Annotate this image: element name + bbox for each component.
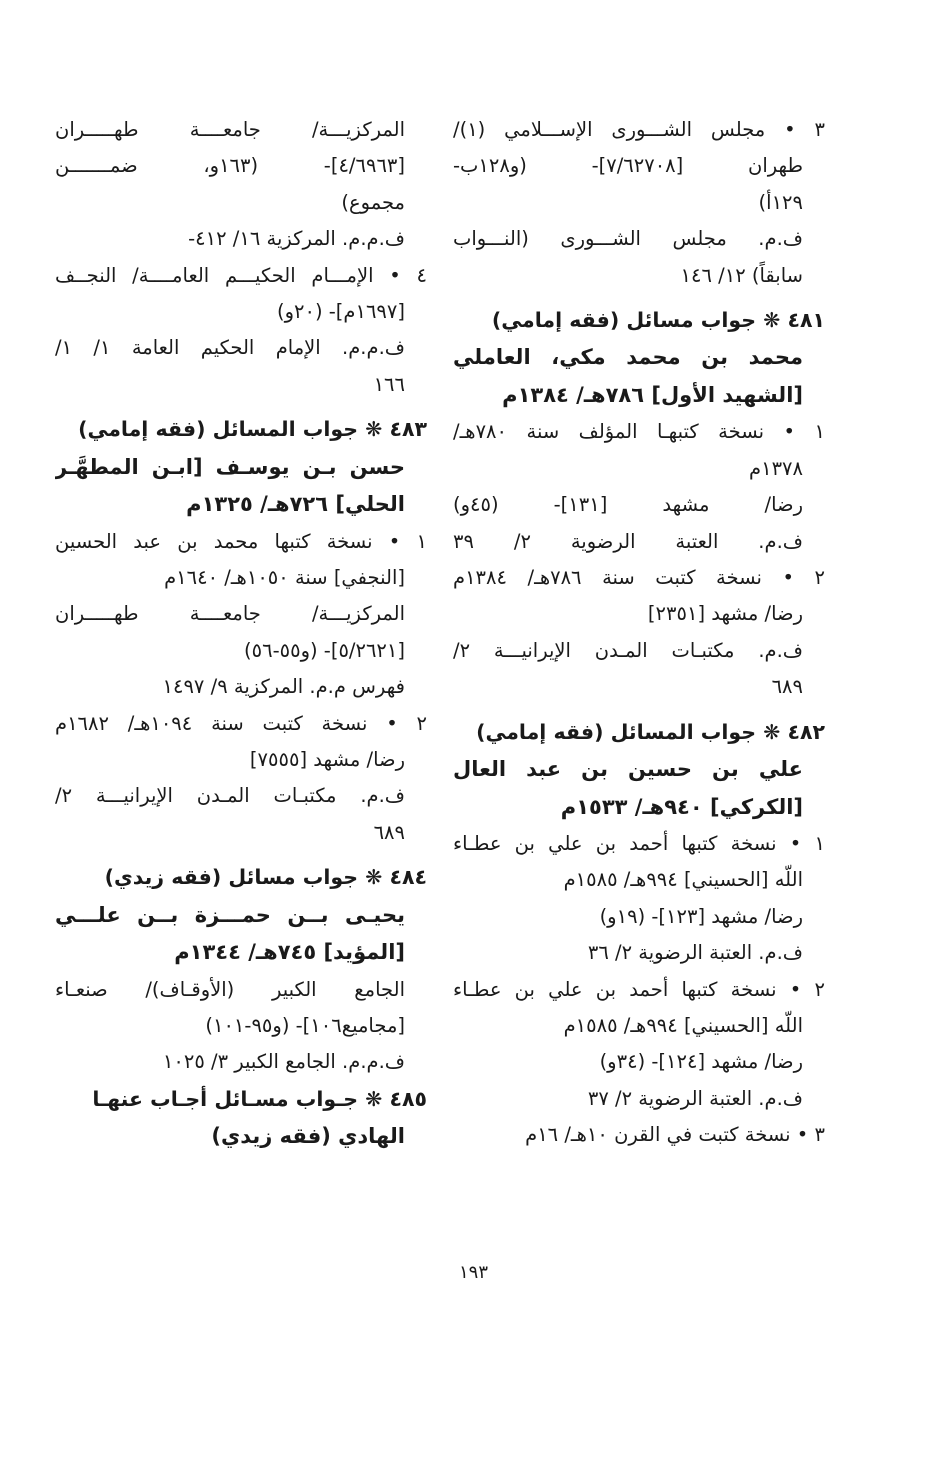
entry-gap <box>453 706 825 714</box>
copy-entry-line: ٣ • نسخة كتبت في القرن ١٠هـ/ ١٦م <box>525 1123 825 1147</box>
entry-continuation-line: رضا/ مشهد [٢٣٥١] <box>647 602 803 626</box>
entry-continuation-line: ف.م.م. الجامع الكبير ٣/ ١٠٢٥ <box>162 1050 405 1074</box>
entry-continuation-line: سابقاً) ١٢/ ١٤٦ <box>680 263 803 287</box>
entry-continuation-line: ف.م. مجلس الشـــورى (النـــواب <box>453 227 803 251</box>
entry-continuation-line: المركزيـــة/ جامعــــة طهـــــران <box>55 118 405 141</box>
author-line: يحيـى بــن حمـــزة بــن علـــي <box>55 902 405 927</box>
entry-continuation-line: رضا/ مشهد [١٣١]- (٤٥و) <box>453 493 803 517</box>
work-heading: ٤٨٥ ❋ جـواب مسـائل أجـاب عنهـا <box>92 1086 427 1111</box>
entry-continuation-line: اللّه [الحسيني] ٩٩٤هـ/ ١٥٨٥م <box>563 868 803 892</box>
entry-continuation-line: [مجاميع١٠٦]- (و٩٥-١٠١) <box>205 1014 405 1038</box>
entry-continuation-line: ف.م. العتبة الرضوية ٢/ ٣٦ <box>587 941 803 965</box>
copy-entry-line: ٢ • نسخة كتبت سنة ١٠٩٤هـ/ ١٦٨٢م <box>55 711 427 735</box>
work-heading: ٤٨٢ ❋ جواب المسائل (فقه إمامي) <box>476 719 825 744</box>
entry-continuation-line: ف.م. مكتبـات المـدن الإيرانيـــة ٢/ <box>453 638 803 662</box>
entry-gap <box>453 294 825 302</box>
author-line: محمد بن محمد مكي، العاملي <box>453 345 803 370</box>
entry-continuation-line: ٦٨٩ <box>771 675 803 699</box>
entry-continuation-line: رضا/ مشهد [٧٥٥٥] <box>249 747 405 771</box>
entry-continuation-line: [٤/٦٩٦٣]- (١٦٣و، ضمـــــــن <box>55 154 406 178</box>
work-heading: ٤٨٣ ❋ جواب المسائل (فقه إمامي) <box>78 417 427 442</box>
work-heading: ٤٨١ ❋ جواب مسائل (فقه إمامي) <box>491 307 825 332</box>
entry-continuation-line: مجموع) <box>341 190 405 214</box>
entry-continuation-line: [النجفي] سنة ١٠٥٠هـ/ ١٦٤٠م <box>164 566 405 590</box>
entry-continuation-line: [١٦٩٧م]- (٢٠و) <box>276 299 405 323</box>
copy-entry-line: ٣ • مجلس الشـــورى الإســـلامي (١)/ <box>453 118 825 141</box>
copy-entry-line: ٤ • الإمـــام الحكيـــم العامــــة/ النجــف <box>55 263 427 287</box>
entry-continuation-line: ١٣٧٨م <box>749 456 803 480</box>
author-line: علي بن حسين بن عبد العال <box>453 757 803 782</box>
right-column <box>453 112 825 1154</box>
copy-entry-line: ١ • نسخة كتبهـا المؤلف سنة ٧٨٠هـ/ <box>453 420 825 444</box>
entry-continuation-line: [٥/٢٦٢١]- (و٥٥-٥٦) <box>244 638 405 662</box>
entry-continuation-line: ف.م. العتبة الرضوية ٢/ ٣٧ <box>587 1086 803 1110</box>
work-heading: ٤٨٤ ❋ جواب مسائل (فقه زيدي) <box>104 865 427 890</box>
entry-continuation-line: الجامع الكبير (الأوقـاف)/ صنعـاء <box>55 977 405 1001</box>
entry-continuation-line: ١٢٩أ) <box>758 190 803 214</box>
entry-continuation-line: ١٦٦ <box>373 372 405 396</box>
left-column <box>55 112 427 1156</box>
entry-continuation-line: ٦٨٩ <box>373 820 405 844</box>
entry-continuation-line: ف.م. العتبة الرضوية ٢/ ٣٩ <box>453 529 803 553</box>
author-line: الهادي (فقه زيدي) <box>211 1124 405 1149</box>
entry-continuation-line: فهرس م.م. المركزية ٩/ ١٤٩٧ <box>162 675 405 699</box>
copy-entry-line: ٢ • نسخة كتبت سنة ٧٨٦هـ/ ١٣٨٤م <box>453 566 825 590</box>
entry-continuation-line: رضا/ مشهد [١٢٣]- (١٩و) <box>599 904 803 928</box>
entry-gap <box>55 851 427 859</box>
author-line: [المؤيد] ٧٤٥هـ/ ١٣٤٤م <box>174 940 405 965</box>
author-line: [الشهيد الأول] ٧٨٦هـ/ ١٣٨٤م <box>502 382 803 407</box>
entry-continuation-line: ف.م.م. الإمام الحكيم العامة ١/ ١/ <box>55 336 405 360</box>
entry-continuation-line: رضا/ مشهد [١٢٤]- (٣٤و) <box>599 1050 803 1074</box>
entry-continuation-line: ف.م.م. المركزية ١٦/ ٤١٢- <box>188 227 405 251</box>
entry-continuation-line: اللّه [الحسيني] ٩٩٤هـ/ ١٥٨٥م <box>563 1014 803 1038</box>
author-line: [الكركي] ٩٤٠هـ/ ١٥٣٣م <box>560 794 803 819</box>
entry-continuation-line: المركزيـــة/ جامعــــة طهـــــران <box>55 602 405 626</box>
author-line: الحلي] ٧٢٦هـ/ ١٣٢٥م <box>186 492 405 517</box>
entry-gap <box>55 403 427 411</box>
author-line: حسن بـن يوسـف [ابـن المطهَّـر <box>55 454 405 479</box>
copy-entry-line: ٢ • نسخة كتبها أحمد بن علي بن عطـاء <box>453 977 825 1001</box>
page-number: ١٩٣ <box>458 1262 488 1283</box>
copy-entry-line: ١ • نسخة كتبها محمد بن عبد الحسين <box>55 529 427 553</box>
entry-continuation-line: ف.م. مكتبـات المـدن الإيرانيـــة ٢/ <box>55 784 405 808</box>
entry-continuation-line: طهران [٧/٦٢٧٠٨]- (و١٢٨ب- <box>453 154 803 178</box>
copy-entry-line: ١ • نسخة كتبها أحمد بن علي بن عطـاء <box>453 832 825 856</box>
